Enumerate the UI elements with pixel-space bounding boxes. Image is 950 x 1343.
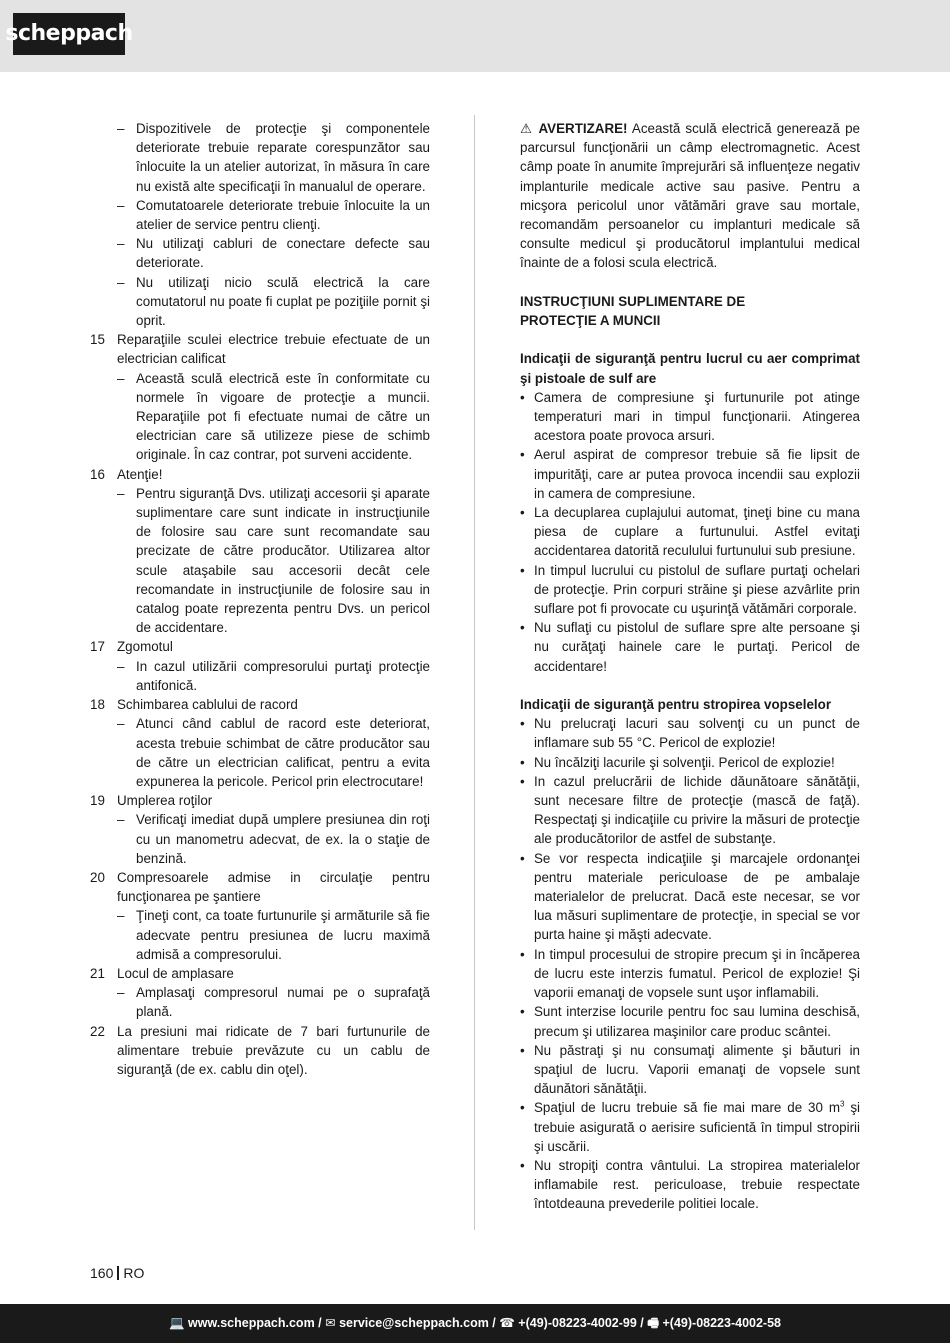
item-text: Atenţie! — [117, 466, 163, 482]
item-text: Umplerea roţilor — [117, 793, 213, 809]
sub-item — [90, 810, 430, 868]
monitor-icon: 💻 — [168, 1315, 189, 1330]
numbered-item — [90, 637, 430, 656]
brand-logo-text: scheppach — [5, 21, 133, 47]
bullet-item — [520, 1041, 860, 1099]
numbered-item — [90, 868, 430, 906]
header-band — [0, 0, 950, 72]
bullet-text: Nu prelucraţi lacuri sau solvenţi cu un punct de inflamare sub 55 °C. Pericol de explozie! — [534, 716, 860, 751]
bullet-marker: • — [520, 1042, 525, 1058]
bullet-marker: • — [520, 389, 525, 405]
footer-bar — [0, 1304, 950, 1343]
item-text: La presiuni mai ridicate de 7 bari furtunurile de alimentare trebuie prevăzute cu un cablu de siguranţă (de ex. cablu din oţel). — [117, 1023, 430, 1077]
bullet-marker: • — [520, 1157, 525, 1173]
sub-item — [90, 983, 430, 1021]
sub-item-text: In cazul utilizării compresorului purtaţi protecţie antifonică. — [136, 658, 430, 693]
sub-item-text: Pentru siguranţă Dvs. utilizaţi accesorii şi aparate suplimentare care sunt indicate in instrucţiunile de folosire sau care sunt recomandate sau precizate de către producător. Utilizarea altor scule ataşabile sau accesorii decât cele recomandate in instrucţiunile de folosire sau in catalog poate reprezenta pentru Dvs. un pericol de accidentare. — [136, 485, 430, 636]
item-number: 17 — [90, 639, 105, 655]
sub-item-text: Dispozitivele de protecţie şi componentele deteriorate trebuie reparate corespunzător sau înlocuite la un atelier autorizat, în măsura în care nu există alte specificaţii în manualul de operare. — [136, 121, 430, 194]
page-number — [90, 1264, 144, 1283]
sub-item — [90, 234, 430, 272]
item-number: 22 — [90, 1023, 105, 1039]
dash-marker: – — [117, 121, 125, 136]
bullet-item — [520, 753, 860, 772]
sub-item — [90, 657, 430, 695]
page-language: RO — [123, 1265, 145, 1281]
footer-website[interactable]: www.scheppach.com — [188, 1315, 315, 1330]
bullet-text: Nu stropiţi contra vântului. La stropirea materialelor inflamabile rest. periculoase, trebuie respectate întotdeauna prevederile politiei locale. — [534, 1157, 860, 1212]
bullet-item — [520, 618, 860, 676]
bullet-text: In timpul procesului de stropire precum şi in încăperea de lucru este interzis fumatul. Pericol de explozie! Şi vaporii emanaţi de vopsele sunt uşor inflamabili. — [534, 946, 860, 1001]
volume-unit-exponent: 3 — [839, 1099, 845, 1109]
bullet-text: Aerul aspirat de compresor trebuie să fie lipsit de impurităţi, care ar putea provoca incendii sau explozii in camera de compresiune. — [534, 447, 860, 501]
sub-item — [90, 714, 430, 791]
bullet-marker: • — [520, 1004, 525, 1020]
bullet-text: Nu păstraţi şi nu consumaţi alimente şi băuturi in spaţiul de lucru. Vaporii emanaţi de vopsele sunt dăunători sănătăţii. — [534, 1042, 860, 1097]
item-number: 19 — [90, 793, 105, 809]
numbered-item — [90, 791, 430, 810]
sub-item-text: Atunci când cablul de racord este deteriorat, acesta trebuie schimbat de către producător sau de către un electrician calificat, pentru a evita expunerea la pericole. Pericol prin electrocutare! — [136, 716, 430, 789]
bullet-item — [520, 714, 860, 752]
bullet-text: Nu încălziţi lacurile şi solvenţii. Pericol de explozie! — [534, 754, 835, 770]
numbered-item — [90, 330, 430, 368]
air-list — [520, 388, 860, 676]
dash-marker: – — [117, 658, 125, 674]
item-number: 21 — [90, 965, 105, 981]
dash-marker: – — [117, 274, 125, 290]
air-heading: Indicaţii de siguranţă pentru lucrul cu aer comprimat şi pistoale de sulf are — [520, 351, 860, 386]
brand-logo — [5, 13, 133, 55]
bullet-text: Camera de compresiune şi furtunurile pot atinge temperaturi mari in timpul funcţionarii. Atingerea acestora poate provoca arsuri. — [534, 389, 860, 444]
right-column — [520, 119, 860, 1214]
volume-text-after: şi trebuie asigurată o aerisire suficientă în timpul stropirii şi uscării. — [534, 1100, 860, 1154]
bullet-item — [520, 945, 860, 1003]
sub-item — [90, 273, 430, 331]
item-number: 20 — [90, 869, 105, 885]
page-number-value: 160 — [90, 1265, 114, 1281]
item-number: 15 — [90, 332, 105, 348]
bullet-marker: • — [520, 946, 525, 962]
bullet-marker: • — [520, 1100, 525, 1116]
item-text: Reparaţiile sculei electrice trebuie efectuate de un electrician calificat — [117, 332, 430, 367]
dash-marker: – — [117, 812, 125, 828]
bullet-item — [520, 445, 860, 503]
footer-fax: +(49)-08223-4002-58 — [662, 1315, 781, 1330]
phone-icon: ☎ — [499, 1315, 519, 1330]
sub-item — [90, 906, 430, 964]
bullet-item — [520, 503, 860, 561]
sub-item-text: Verificaţi imediat după umplere presiunea din roţi cu un manometru adecvat, de ex. la o staţie de benzină. — [136, 812, 430, 866]
dash-marker: – — [117, 485, 125, 501]
bullet-marker: • — [520, 447, 525, 463]
dash-marker: – — [117, 908, 125, 924]
bullet-text: In cazul prelucrării de lichide dăunătoare sănătăţii, sunt necesare filtre de protecţie (mască de faţă). Respectaţi şi indicaţiile cu privire la măsuri de protecţie ale producătorilor de astfel de substanţe. — [534, 773, 860, 847]
item-number: 18 — [90, 697, 105, 713]
bullet-marker: • — [520, 754, 525, 770]
bullet-marker: • — [520, 850, 525, 866]
warning-text: Această sculă electrică generează pe parcursul funcţionării un câmp electromagnetic. Acest câmp poate în anumite împrejurări să influenţeze negativ implanturile medicale active sau pasive. Pentru a micşora pericolul unor vătămări grave sau mortale, recomandăm persoanelor cu implanturi medicale să consulte medicul şi producătorul implantului medical înainte de a folosi scula electrică. — [520, 121, 860, 271]
bullet-item — [520, 1156, 860, 1214]
sub-item — [90, 119, 430, 196]
sub-item — [90, 196, 430, 234]
warning-title: AVERTIZARE! — [538, 121, 628, 136]
numbered-item — [90, 465, 430, 484]
sub-item — [90, 369, 430, 465]
footer-email[interactable]: service@scheppach.com — [339, 1315, 489, 1330]
dash-marker: – — [117, 236, 125, 252]
volume-text-before: Spaţiul de lucru trebuie să fie mai mare de 30 m — [534, 1100, 840, 1116]
bullet-text: Se vor respecta indicaţiile şi marcajele ordonanţei pentru materiale periculoase de pe ambalaje materialelor de prelucrat. Dacă este necesar, se vor lua măsuri suplimentare de protecţie, in special se vor purta haine şi măşti adecvate. — [534, 850, 860, 943]
paint-list — [520, 714, 860, 1213]
sub-item-text: Această sculă electrică este în conformitate cu normele în vigoare de protecţie a muncii. Reparaţiile pot fi efectuate numai de către un electrician care să utilizeze piese de schimb originale. În caz contrar, pot surveni accidente. — [136, 370, 430, 463]
paint-heading: Indicaţii de siguranţă pentru stropirea vopselelor — [520, 697, 832, 713]
bullet-text: In timpul lucrului cu pistolul de suflare purtaţi ochelari de protecţie. Prin corpuri străine şi piese azvârlite prin suflare pot fi provocate cu uşurinţă vătămări corporale. — [534, 562, 860, 617]
numbered-item — [90, 1022, 430, 1080]
footer-separator: / — [488, 1315, 500, 1330]
item-text: Schimbarea cablului de racord — [117, 697, 298, 713]
dash-marker: – — [117, 716, 125, 732]
warning-paragraph — [520, 119, 860, 273]
footer-separator: / — [636, 1315, 648, 1330]
section-title: INSTRUCŢIUNI SUPLIMENTARE DE PROTECŢIE A MUNCII — [520, 293, 746, 329]
fax-icon: 🖷 — [647, 1315, 663, 1330]
bullet-item — [520, 388, 860, 446]
dash-marker: – — [117, 985, 125, 1001]
sub-item-text: Comutatoarele deteriorate trebuie înlocuite la un atelier de service pentru clienţi. — [136, 197, 430, 233]
column-divider — [474, 115, 475, 1230]
item-text: Compresoarele admise in circulaţie pentru funcţionarea pe şantiere — [117, 869, 430, 905]
bullet-text: Sunt interzise locurile pentru foc sau lumina deschisă, precum şi utilizarea maşinilor care produc scântei. — [534, 1004, 860, 1039]
item-text: Zgomotul — [117, 639, 173, 655]
bullet-marker: • — [520, 505, 525, 521]
bullet-item — [520, 849, 860, 945]
sub-item-text: Ţineţi cont, ca toate furtunurile şi armăturile să fie adecvate pentru presiunea de lucru maximă admisă a compresorului. — [136, 908, 430, 962]
sub-item-text: Amplasaţi compresorul numai pe o suprafaţă plană. — [136, 985, 430, 1020]
left-column — [90, 119, 430, 1079]
bullet-item — [520, 1002, 860, 1040]
bullet-marker: • — [520, 716, 525, 732]
sub-item-text: Nu utilizaţi cabluri de conectare defecte sau deteriorate. — [136, 236, 430, 271]
numbered-item — [90, 695, 430, 714]
bullet-text: La decuplarea cuplajului automat, ţineţi bine cu mana piesa de cuplare a furtunului. Astfel evitaţi accidentarea datorită reculului furtunului sub presiune. — [534, 505, 860, 559]
dash-marker: – — [117, 370, 125, 386]
item-number: 16 — [90, 466, 105, 482]
dash-marker: – — [117, 197, 125, 213]
item-text: Locul de amplasare — [117, 965, 234, 981]
sub-item — [90, 484, 430, 638]
warning-icon: ⚠ — [520, 121, 534, 136]
bullet-marker: • — [520, 620, 525, 636]
bullet-item — [520, 561, 860, 619]
footer-separator: / — [314, 1315, 326, 1330]
bullet-marker: • — [520, 773, 525, 789]
bullet-text: Nu suflaţi cu pistolul de suflare spre alte persoane şi nu curăţaţi hainele care le purtaţi. Pericol de accidentare! — [534, 620, 860, 674]
footer-phone: +(49)-08223-4002-99 — [518, 1315, 637, 1330]
mail-icon: ✉ — [325, 1315, 340, 1330]
bullet-item — [520, 1098, 860, 1156]
bullet-item — [520, 772, 860, 849]
bullet-text — [534, 1098, 860, 1156]
bullet-marker: • — [520, 562, 525, 578]
sub-item-text: Nu utilizaţi nicio sculă electrică la care comutatorul nu poate fi cuplat pe poziţiile pornit şi oprit. — [136, 274, 430, 329]
numbered-item — [90, 964, 430, 983]
